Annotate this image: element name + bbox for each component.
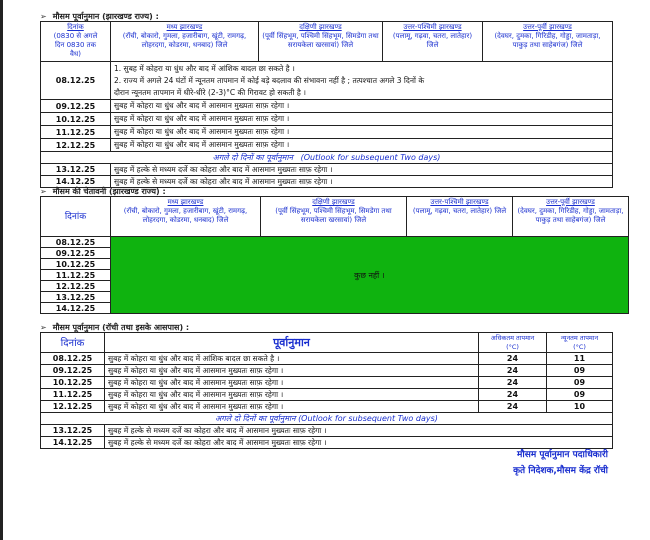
row-forecast: सुबह में कोहरा या धुंध और बाद में आसमान मुख्यतः साफ़ रहेगा ।: [105, 365, 479, 377]
row-forecast: सुबह में कोहरा या धुंध और बाद में आंशिक बादल छा सकते है ।: [105, 353, 479, 365]
min-temp-value: 09: [547, 377, 613, 389]
row-date: 11.12.25: [41, 270, 111, 281]
warning-section-title: ➢ मौसम की चेतावनी (झारखण्ड राज्य) :: [40, 187, 166, 196]
row-date: 13.12.25: [41, 164, 111, 176]
row-date: 14.12.25: [41, 437, 105, 449]
min-temp-value: 11: [547, 353, 613, 365]
max-temp-value: 24: [479, 389, 547, 401]
table-row: [41, 139, 613, 152]
table-row: [41, 425, 613, 437]
region-header-northeast: उत्तर-पूर्वी झारखण्ड (देवघर, दुमका, गिरिडीह, गोड्डा, जामताड़ा, पाकुड़ तथा साहेबगंज) जिले: [513, 197, 629, 237]
jharkhand-forecast-table: [40, 21, 613, 188]
region-header-central: मध्य झारखण्ड (रॉची, बोकारो, गुमला, हजारीबाग, खूंटी, रामगढ़, लोहरदगा, कोडरमा, धनबाद) जिले: [111, 22, 259, 62]
row-forecast: सुबह में हल्के से मध्यम दर्जे का कोहरा और बाद में आसमान मुख्यतः साफ़ रहेगा ।: [105, 437, 613, 449]
forecast-section-title: ➢ मौसम पूर्वानुमान (झारखण्ड राज्य) :: [40, 12, 159, 21]
row-forecast: सुबह में हल्के से मध्यम दर्जे का कोहरा और बाद में आसमान मुख्यतः साफ़ रहेगा ।: [111, 176, 613, 188]
signature-block: [466, 447, 608, 476]
min-temp-value: 09: [547, 389, 613, 401]
region-header-northwest: उत्तर-पश्चिमी झारखण्ड (पलामू, गढ़वा, चतरा, लातेहार) जिले: [407, 197, 513, 237]
row-date: 13.12.25: [41, 292, 111, 303]
row-date: 09.12.25: [41, 100, 111, 113]
table-row: [41, 365, 613, 377]
table-row: [41, 377, 613, 389]
region-header-northeast: उत्तर-पूर्वी झारखण्ड (देवघर, दुमका, गिरिडीह, गोड्डा, जामताड़ा, पाकुड़ तथा साहेबगंज) जिले: [483, 22, 613, 62]
min-temp-value: 09: [547, 365, 613, 377]
forecast-header: पूर्वानुमान: [105, 333, 479, 353]
table-row: [41, 113, 613, 126]
row-forecast: सुबह में हल्के से मध्यम दर्जे का कोहरा और बाद में आसमान मुख्यतः साफ़ रहेगा ।: [105, 425, 613, 437]
row-date: 08.12.25: [41, 62, 111, 100]
min-temp-value: 10: [547, 401, 613, 413]
row-date: 12.12.25: [41, 139, 111, 152]
ranchi-section-title: ➢ मौसम पूर्वानुमान (रॉची तथा इसके आसपास) :: [40, 323, 190, 332]
outlook-label-en: (Outlook for subsequent Two days): [300, 153, 441, 162]
outlook-label: अगले दो दिनों का पूर्वानुमान: [215, 414, 296, 423]
row-forecast: सुबह में कोहरा या धुंध और बाद में आसमान मुख्यतः साफ़ रहेगा ।: [105, 389, 479, 401]
max-temp-header: अधिकतम तापमान (°C): [479, 333, 547, 353]
outlook-header-row: [41, 152, 613, 164]
row-date: 14.12.25: [41, 303, 111, 314]
row-date: 12.12.25: [41, 401, 105, 413]
row-date: 10.12.25: [41, 259, 111, 270]
table-row: [41, 237, 629, 248]
row-forecast: सुबह में कोहरा या धुंध और बाद में आसमान मुख्यतः साफ़ रहेगा ।: [105, 401, 479, 413]
jharkhand-warning-table: [40, 196, 629, 314]
outlook-label: अगले दो दिनों का पूर्वानुमान: [212, 153, 293, 162]
min-temp-header: न्यूनतम तापमान (°C): [547, 333, 613, 353]
max-temp-value: 24: [479, 377, 547, 389]
arrow-icon: ➢: [40, 323, 47, 332]
table-row: [41, 62, 613, 100]
arrow-icon: ➢: [40, 12, 47, 21]
outlook-label-en: (Outlook for subsequent Two days): [298, 414, 438, 423]
left-border: [0, 0, 3, 540]
row-date: 09.12.25: [41, 248, 111, 259]
max-temp-value: 24: [479, 353, 547, 365]
region-header-south: दक्षिणी झारखण्ड (पूर्वी सिंहभूम, पश्चिमी सिंहभूम, सिमडेगा तथा सरायकेला खरसावां) जिले: [259, 22, 383, 62]
region-header-central: मध्य झारखण्ड (रॉची, बोकारो, गुमला, हजारीबाग, खूंटी, रामगढ़, लोहरदगा, कोडरमा, धनबाद) जिले: [111, 197, 261, 237]
row-date: 08.12.25: [41, 353, 105, 365]
signature-office: कृते निदेशक,मौसम केंद्र रॉची: [513, 466, 608, 476]
row-date: 09.12.25: [41, 365, 105, 377]
row-forecast: सुबह में कोहरा या धुंध और बाद में आसमान मुख्यतः साफ़ रहेगा ।: [111, 100, 613, 113]
row-date: 11.12.25: [41, 126, 111, 139]
table-row: [41, 126, 613, 139]
row-forecast: 1. सुबह में कोहरा या धुंध और बाद में आंशिक बादल छा सकते है । 2. राज्य में अगले 24 घंटों में न्यूनतम तापमान में कोई बड़े बदलाव की संभावना नहीं है ; तत्पश्चात अगले 3 दिनों के दौरान न्यूनतम तापमान में धीरे-धीरे (2-3)°C की गिरावट हो सकती है ।: [111, 62, 613, 100]
table-row: [41, 353, 613, 365]
row-date: 10.12.25: [41, 377, 105, 389]
table-row: [41, 389, 613, 401]
row-forecast: सुबह में कोहरा या धुंध और बाद में आसमान मुख्यतः साफ़ रहेगा ।: [105, 377, 479, 389]
row-forecast: सुबह में कोहरा या धुंध और बाद में आसमान मुख्यतः साफ़ रहेगा ।: [111, 126, 613, 139]
table-row: [41, 164, 613, 176]
row-forecast: सुबह में हल्के से मध्यम दर्जे का कोहरा और बाद में आसमान मुख्यतः साफ़ रहेगा ।: [111, 164, 613, 176]
region-header-south: दक्षिणी झारखण्ड (पूर्वी सिंहभूम, पश्चिमी सिंहभूम, सिमडेगा तथा सरायकेला खरसावां) जिले: [261, 197, 407, 237]
date-header: दिनांक: [41, 197, 111, 237]
max-temp-value: 24: [479, 401, 547, 413]
row-date: 11.12.25: [41, 389, 105, 401]
row-date: 13.12.25: [41, 425, 105, 437]
date-header: दिनांक (0830 से अगले दिन 0830 तक वैध): [41, 22, 111, 62]
ranchi-forecast-table: [40, 332, 613, 449]
table-row: [41, 401, 613, 413]
region-header-northwest: उत्तर-पश्चिमी झारखण्ड (पलामू, गढ़वा, चतरा, लातेहार) जिले: [383, 22, 483, 62]
warning-none-cell: कुछ नहीं ।: [111, 237, 629, 314]
table-row: [41, 100, 613, 113]
row-date: 10.12.25: [41, 113, 111, 126]
row-date: 14.12.25: [41, 176, 111, 188]
arrow-icon: ➢: [40, 187, 47, 196]
signature-title: मौसम पूर्वानुमान पदाधिकारी: [517, 450, 608, 460]
outlook-header-row: [41, 413, 613, 425]
date-header: दिनांक: [41, 333, 105, 353]
row-date: 08.12.25: [41, 237, 111, 248]
row-forecast: सुबह में कोहरा या धुंध और बाद में आसमान मुख्यतः साफ़ रहेगा ।: [111, 113, 613, 126]
max-temp-value: 24: [479, 365, 547, 377]
row-forecast: सुबह में कोहरा या धुंध और बाद में आसमान मुख्यतः साफ़ रहेगा ।: [111, 139, 613, 152]
row-date: 12.12.25: [41, 281, 111, 292]
